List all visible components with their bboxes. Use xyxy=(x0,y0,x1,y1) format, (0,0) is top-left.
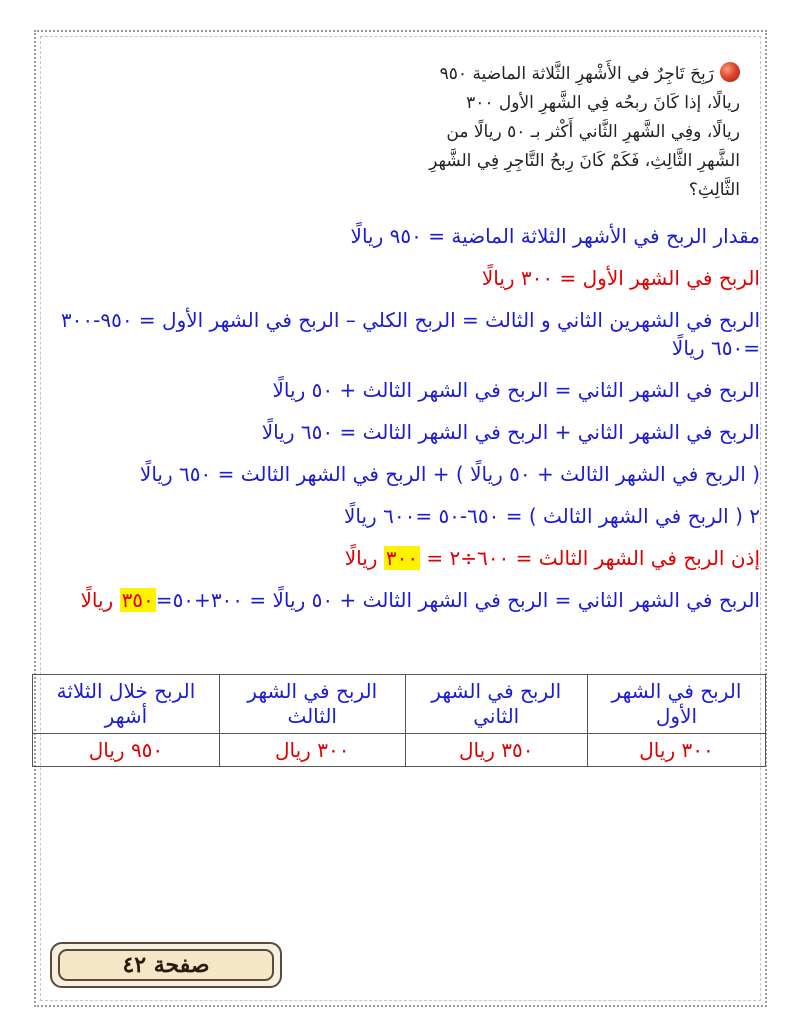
solution-line-sum: الربح في الشهر الثاني + الربح في الشهر الثالث = ٦٥٠ ريالًا xyxy=(261,420,760,444)
problem-line-5: الثَّالِثِ؟ xyxy=(688,180,740,200)
table-row xyxy=(33,734,766,767)
problem-line-4: الشَّهرِ الثَّالِثِ، فَكَمْ كَانَ رِبحُ التَّاجِرِ فِي الشَّهرِ xyxy=(429,151,740,171)
table-header-cell: الربح خلال الثلاثة أشهر xyxy=(33,675,220,734)
solution-line-double: ٢ ( الربح في الشهر الثالث ) = ٦٥٠-٥٠ =٦٠٠ ريالًا xyxy=(343,504,760,528)
problem-line-2: ريالًا، إذا كَانَ ربحُه فِي الشَّهرِ الأول ٣٠٠ xyxy=(466,93,740,113)
table-cell: ٣٥٠ ريال xyxy=(405,734,587,767)
table-header-cell: الربح في الشهر الثالث xyxy=(219,675,405,734)
second-month-answer: ٣٥٠ xyxy=(121,588,154,612)
table-cell: ٣٠٠ ريال xyxy=(219,734,405,767)
problem-line-1: رَبِحَ تَاجِرٌ في الأَشْهرِ الثَّلاثة الماضية ٩٥٠ xyxy=(439,64,714,84)
third-month-answer: ٣٠٠ xyxy=(385,546,419,570)
table-cell: ٣٠٠ ريال xyxy=(587,734,765,767)
profit-summary-table xyxy=(32,674,766,767)
problem-statement xyxy=(300,60,740,205)
solution-line-total: مقدار الربح في الأشهر الثلاثة الماضية = ٩٥٠ ريالًا xyxy=(350,224,760,248)
second-month-expression: الربح في الشهر الثاني = الربح في الشهر الثالث + ٥٠ ريالًا = ٣٠٠+٥٠= xyxy=(155,588,760,612)
table-header-cell: الربح في الشهر الثاني xyxy=(405,675,587,734)
solution-line-second-third: الربح في الشهرين الثاني و الثالث = الربح الكلي – الربح في الشهر الأول = ٩٥٠-٣٠٠ =٦٥٠ ريالًا xyxy=(60,308,760,360)
solution-line-third-month xyxy=(60,544,760,572)
problem-line-3: ريالًا، وفِي الشَّهرِ الثَّاني أَكْثر بـ ٥٠ ريالًا من xyxy=(446,122,740,142)
table-header-cell: الربح في الشهر الأول xyxy=(587,675,765,734)
third-month-unit: ريالًا xyxy=(344,546,378,570)
solution-line-substitution: ( الربح في الشهر الثالث + ٥٠ ريالًا ) + الربح في الشهر الثالث = ٦٥٠ ريالًا xyxy=(139,462,760,486)
table-cell: ٩٥٠ ريال xyxy=(33,734,220,767)
second-month-unit: ريالًا xyxy=(80,588,114,612)
solution-line-second-month xyxy=(60,586,760,614)
solution-line-first-month: الربح في الشهر الأول = ٣٠٠ ريالًا xyxy=(481,266,760,290)
solution-steps xyxy=(60,222,760,628)
page-number-text: صفحة ٤٢ xyxy=(58,949,274,981)
table-header-row xyxy=(33,675,766,734)
page-number-label xyxy=(50,942,282,988)
third-month-expression: إذن الربح في الشهر الثالث = ٦٠٠÷٢ = xyxy=(426,546,760,570)
problem-number-badge-icon xyxy=(720,62,740,82)
solution-line-relation: الربح في الشهر الثاني = الربح في الشهر الثالث + ٥٠ ريالًا xyxy=(272,378,760,402)
